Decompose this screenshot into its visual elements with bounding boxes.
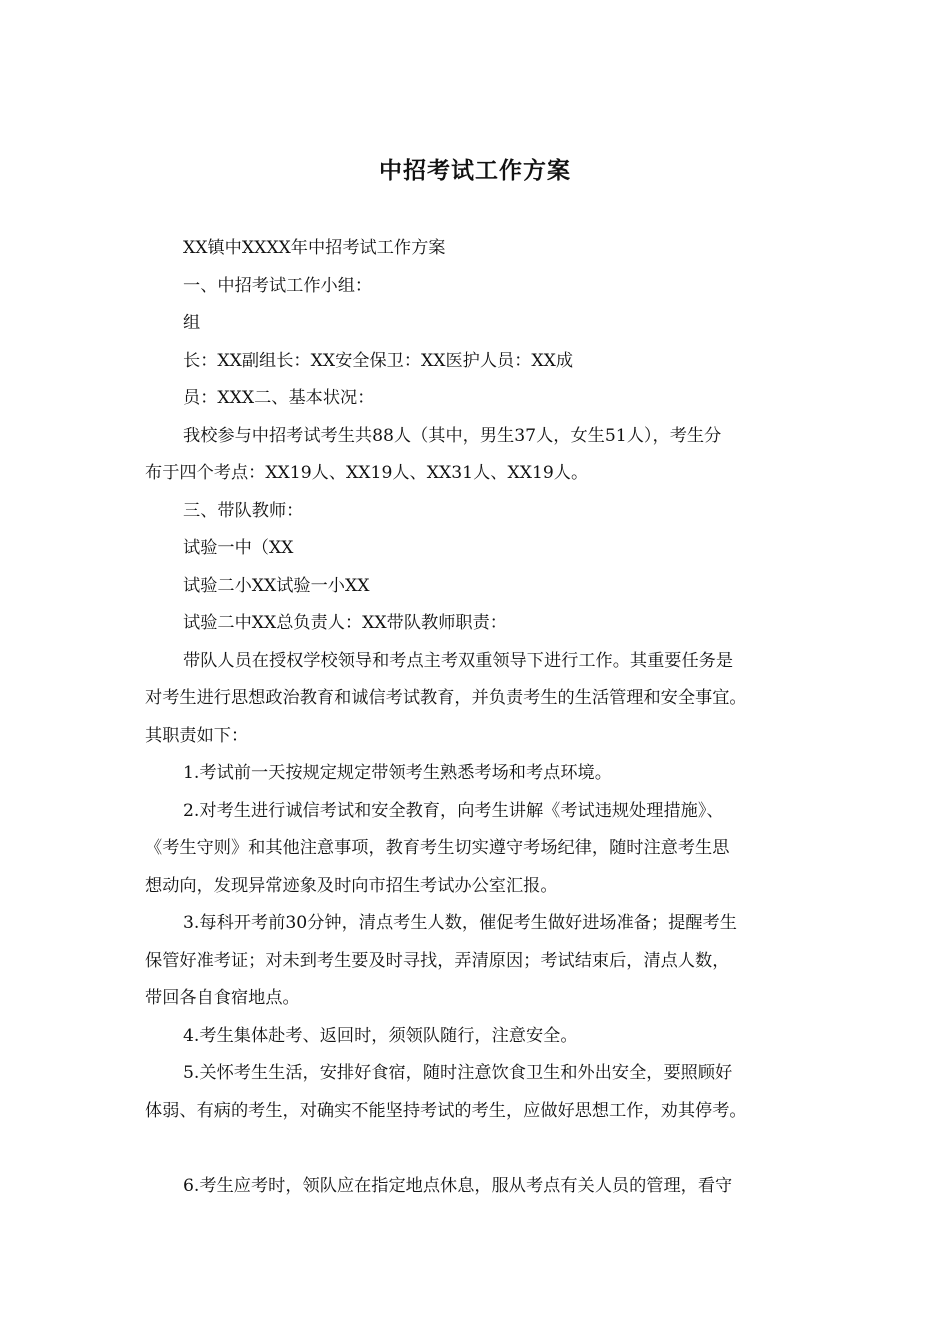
list-item-continuation: 体弱、有病的考生，对确实不能坚持考试的考生，应做好思想工作，劝其停考。 (145, 1100, 747, 1121)
list-item-continuation: 带回各自食宿地点。 (145, 988, 300, 1008)
section-heading: 一、中招考试工作小组： (183, 275, 373, 296)
body-line: 我校参与中招考试考生共88人（其中，男生37人，女生51人），考生分 (183, 425, 722, 446)
document-body (145, 230, 825, 1205)
list-item-continuation: 《考生守则》和其他注意事项，教育考生切实遵守考场纪律，随时注意考生思 (145, 838, 730, 858)
body-line: XX镇中XXXX年中招考试工作方案 (183, 238, 446, 258)
body-line: 长：XX副组长：XX安全保卫：XX医护人员：XX成 (183, 350, 574, 371)
body-line: 其职责如下： (145, 725, 249, 746)
body-line: 试验二中XX总负责人：XX带队教师职责： (183, 613, 507, 633)
blank-line (145, 1130, 825, 1168)
list-item: 4.考生集体赴考、返回时，须领队随行，注意安全。 (183, 1025, 578, 1046)
list-item: 6.考生应考时，领队应在指定地点休息，服从考点有关人员的管理，看守 (183, 1175, 733, 1196)
body-line: 员：XXX二、基本状况： (183, 388, 375, 408)
body-line: 对考生进行思想政治教育和诚信考试教育，并负责考生的生活管理和安全事宜。 (145, 688, 747, 708)
list-item-continuation: 想动向，发现异常迹象及时向市招生考试办公室汇报。 (145, 875, 558, 896)
list-item: 3.每科开考前30分钟，清点考生人数，催促考生做好进场准备；提醒考生 (183, 913, 737, 933)
list-item-continuation: 保管好准考证；对未到考生要及时寻找，弄清原因；考试结束后，清点人数， (145, 950, 730, 971)
section-heading: 三、带队教师： (183, 500, 304, 521)
body-line: 试验二小XX试验一小XX (183, 575, 370, 596)
body-line: 组 (183, 313, 201, 333)
list-item: 5.关怀考生生活，安排好食宿，随时注意饮食卫生和外出安全，要照顾好 (183, 1063, 733, 1083)
list-item: 2.对考生进行诚信考试和安全教育，向考生讲解《考试违规处理措施》、 (183, 800, 724, 821)
list-item: 1.考试前一天按规定规定带领考生熟悉考场和考点环境。 (183, 763, 612, 783)
body-line: 带队人员在授权学校领导和考点主考双重领导下进行工作。其重要任务是 (183, 650, 734, 671)
body-line: 布于四个考点：XX19人、XX19人、XX31人、XX19人。 (145, 463, 589, 483)
body-line: 试验一中（XX (183, 538, 294, 558)
document-title: 中招考试工作方案 (379, 157, 571, 184)
